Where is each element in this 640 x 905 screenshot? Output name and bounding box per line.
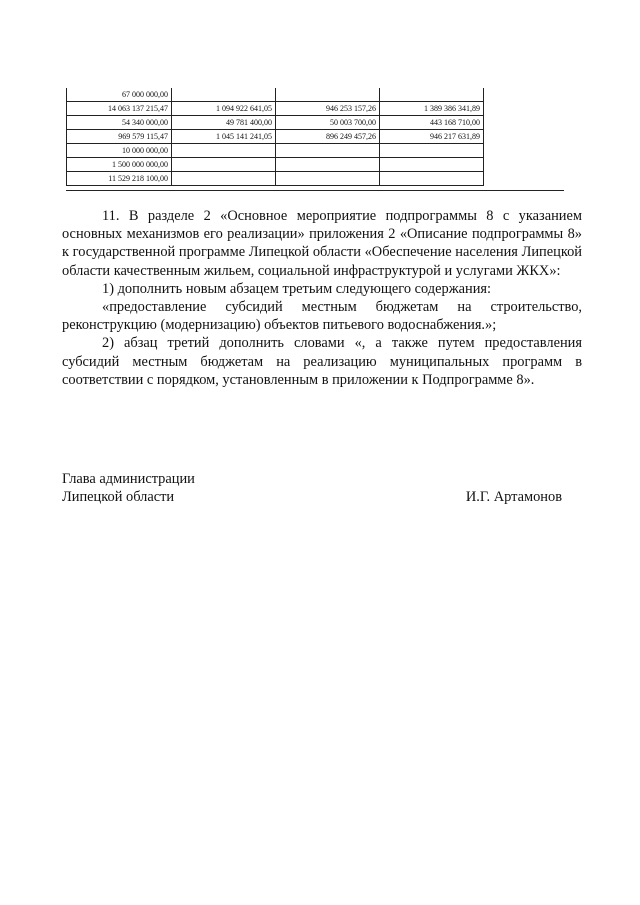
table-cell: 896 249 457,26 <box>276 130 380 144</box>
table-cell <box>276 172 380 186</box>
table-cell: 11 529 218 100,00 <box>67 172 172 186</box>
table-row <box>67 130 484 144</box>
signature-block <box>62 470 562 506</box>
table-cell: 14 063 137 215,47 <box>67 102 172 116</box>
table-cell <box>172 88 276 102</box>
signatory-name: И.Г. Артамонов <box>465 489 562 505</box>
table-cell: 10 000 000,00 <box>67 144 172 158</box>
signatory-position: Глава администрации <box>62 471 195 487</box>
table-cell <box>380 172 484 186</box>
table-row <box>67 172 484 186</box>
table-cell <box>172 172 276 186</box>
table-cell: 1 094 922 641,05 <box>172 102 276 116</box>
table-cell: 946 217 631,89 <box>380 130 484 144</box>
table-cell: 1 500 000 000,00 <box>67 158 172 172</box>
table-cell: 443 168 710,00 <box>380 116 484 130</box>
table-cell: 54 340 000,00 <box>67 116 172 130</box>
table-cell: 946 253 157,26 <box>276 102 380 116</box>
paragraph-subitem-2: 2) абзац третий дополнить словами «, а также путем предоставления субсидий местным бюджетам на реализацию муниципальных программ в соответствии с порядком, установленным в приложении к Подпрограмме 8». <box>62 335 582 388</box>
table-cell <box>276 158 380 172</box>
budget-table <box>66 88 484 186</box>
table-cell: 1 045 141 241,05 <box>172 130 276 144</box>
table-row <box>67 116 484 130</box>
table-cell <box>276 88 380 102</box>
table-row <box>67 88 484 102</box>
table-cell <box>172 144 276 158</box>
table-cell <box>380 88 484 102</box>
table-cell: 969 579 115,47 <box>67 130 172 144</box>
paragraph-subitem-1: 1) дополнить новым абзацем третьим следующего содержания: <box>102 280 492 297</box>
table-cell: 50 003 700,00 <box>276 116 380 130</box>
table-cell <box>276 144 380 158</box>
table-cell <box>172 158 276 172</box>
table-cell <box>380 144 484 158</box>
table-cell: 49 781 400,00 <box>172 116 276 130</box>
signatory-region: Липецкой области <box>62 489 175 505</box>
paragraph-quoted-text: «предоставление субсидий местным бюджетам на строительство, реконструкцию (модернизацию) объектов питьевого водоснабжения.»; <box>62 299 582 334</box>
table-cell: 67 000 000,00 <box>67 88 172 102</box>
table-row <box>67 102 484 116</box>
amendment-text <box>62 207 582 389</box>
table-row <box>67 158 484 172</box>
paragraph-item-11: 11. В разделе 2 «Основное мероприятие подпрограммы 8 с указанием основных механизмов его реализации» приложения 2 «Описание подпрограммы 8» к государственной программе Липецкой области «Обеспечение населения Липецкой области качественным жильем, социальной инфраструктурой и услугами ЖКХ»: <box>62 208 582 279</box>
table-cell: 1 389 386 341,89 <box>380 102 484 116</box>
table-cell <box>380 158 484 172</box>
table-row <box>67 144 484 158</box>
table-bottom-rule <box>66 190 564 191</box>
